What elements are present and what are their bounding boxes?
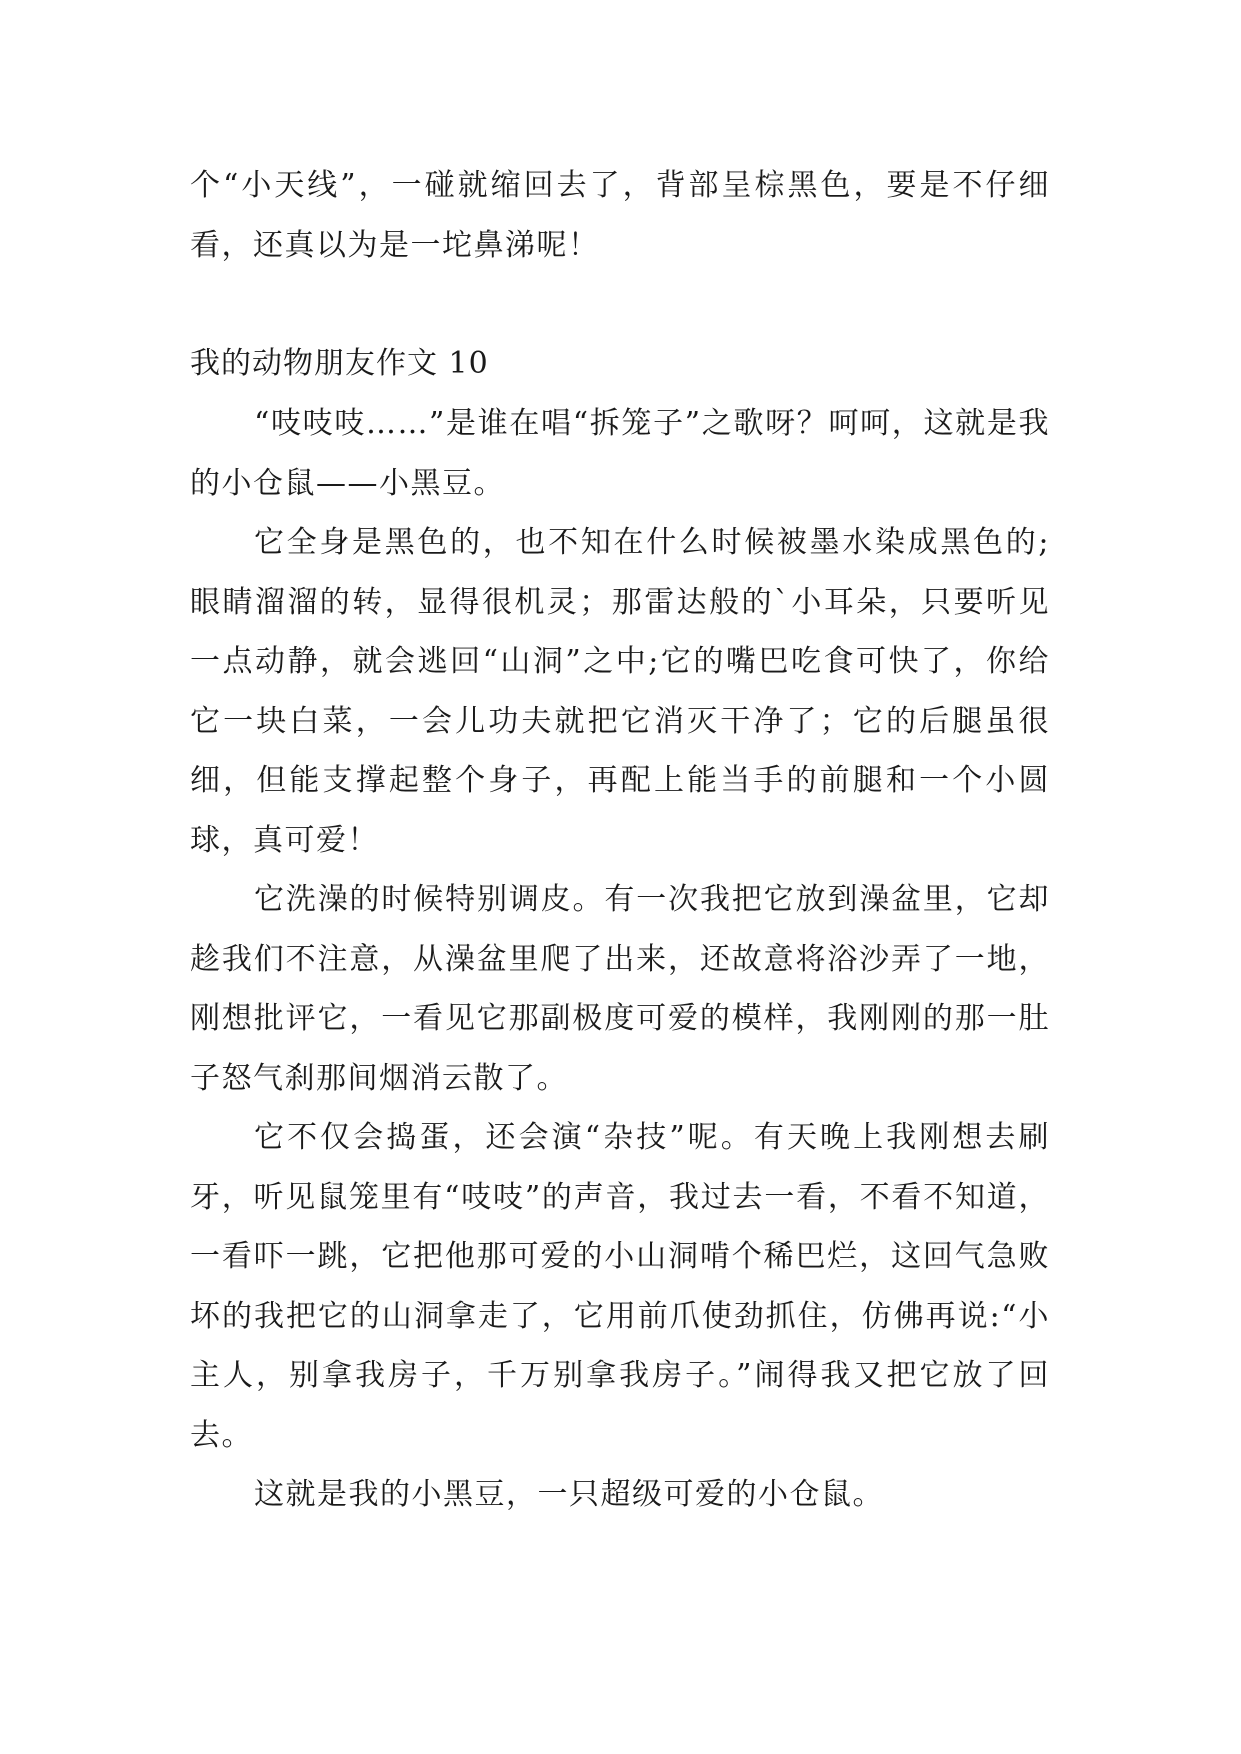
paragraph: 它洗澡的时候特别调皮。有一次我把它放到澡盆里，它却趁我们不注意，从澡盆里爬了出来，还故意将浴沙弄了一地，刚想批评它，一看见它那副极度可爱的模样，我刚刚的那一肚子怒气刹那间烟消云散了。 [190, 882, 1050, 1096]
essay-title: 我的动物朋友作文 10 [190, 346, 489, 381]
previous-essay-ending [190, 156, 1050, 275]
essay-body [190, 394, 1050, 1525]
paragraph: “吱吱吱……”是谁在唱“拆笼子”之歌呀？呵呵，这就是我的小仓鼠——小黑豆。 [190, 406, 1050, 501]
paragraph: 它全身是黑色的，也不知在什么时候被墨水染成黑色的;眼睛溜溜的转，显得很机灵；那雷达般的`小耳朵，只要听见一点动静，就会逃回“山洞”之中;它的嘴巴吃食可快了，你给它一块白菜，一会儿功夫就把它消灭干净了；它的后腿虽很细，但能支撑起整个身子，再配上能当手的前腿和一个小圆球，真可爱！ [190, 525, 1050, 858]
paragraph: 个“小天线”，一碰就缩回去了，背部呈棕黑色，要是不仔细看，还真以为是一坨鼻涕呢！ [190, 168, 1050, 263]
paragraph: 这就是我的小黑豆，一只超级可爱的小仓鼠。 [254, 1477, 884, 1512]
paragraph: 它不仅会捣蛋，还会演“杂技”呢。有天晚上我刚想去刷牙，听见鼠笼里有“吱吱”的声音，我过去一看，不看不知道，一看吓一跳，它把他那可爱的小山洞啃个稀巴烂，这回气急败坏的我把它的山洞拿走了，它用前爪使劲抓住，仿佛再说:“小主人，别拿我房子，千万别拿我房子。”闹得我又把它放了回去。 [190, 1120, 1050, 1453]
